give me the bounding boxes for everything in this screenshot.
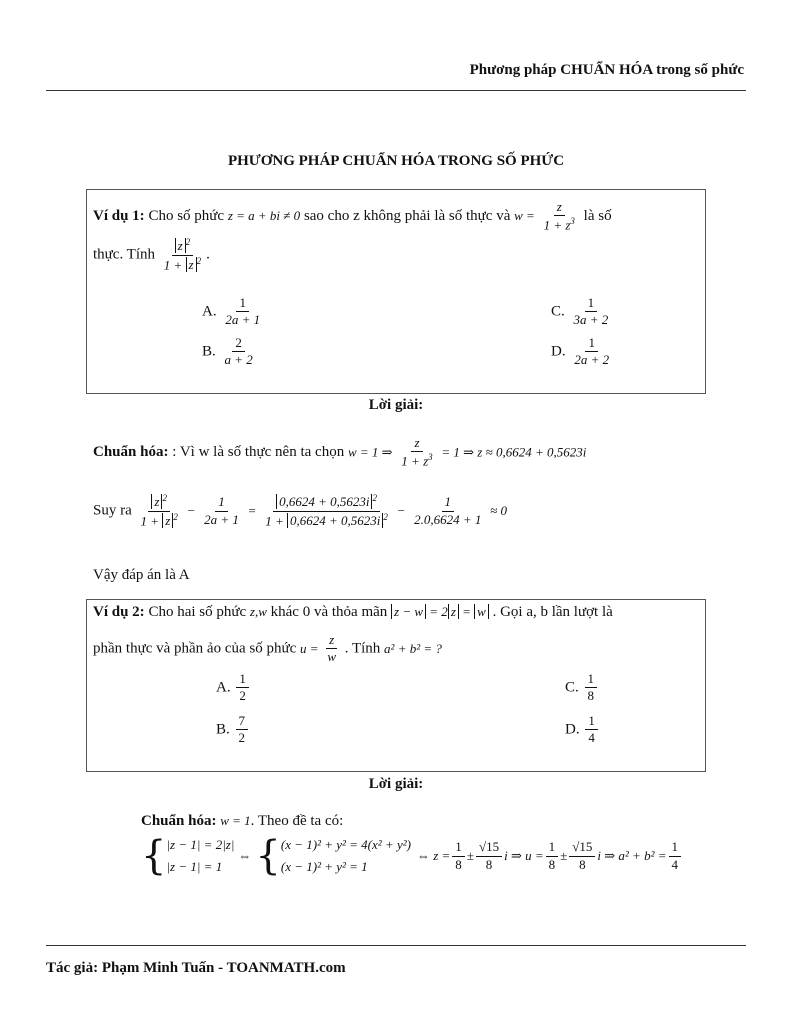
- example-2-box: [86, 599, 706, 772]
- page-header: Phương pháp CHUẨN HÓA trong số phức: [469, 62, 744, 78]
- solution-1-normalization: Chuẩn hóa: : Vì w là số thực nên ta chọn w = 1 ⇒ $\frac{z}{1 + z^3}$ = 1 ⇒ z ≈ 0,6624 + 0,5623i: [93, 435, 587, 469]
- solution-2-normalization: Chuẩn hóa: w = 1. Theo đề ta có:: [141, 813, 344, 829]
- example-2-choice-d: D. $\frac{1}{4}$: [565, 714, 600, 746]
- solution-1-computation: Suy ra $\frac{z ^2}{1 + z ^2}$ − $\frac{1}{2a + 1}$ = $\frac{0,6624 + 0,5623i ^2}{1 + 0,6624 + 0,5623i ^2}$ − $\frac{1}{2.0,6624 + 1}$ ≈ 0: [93, 493, 508, 528]
- solution-2-system: { |z − 1| = 2|z| |z − 1| = 1 ⇔ { (x − 1)² + y² = 4(x² + y²) (x − 1)² + y² = 1 ⇔ z = $\frac{1}{8}$ ± $\frac{√15}{8}$ i ⇒ u = $\frac{1}{8}$ ± $\frac{√15}{8}$ i ⇒ a² + b² = $\frac{1}{4}$: [141, 836, 683, 876]
- example-2-choice-a: A. $\frac{1}{2}$: [216, 672, 251, 704]
- page-footer: Tác giả: Phạm Minh Tuấn - TOANMATH.com: [46, 960, 346, 976]
- example-1-choice-a: A. $\frac{1}{2a + 1}$: [202, 295, 261, 328]
- w-fraction: $\frac{z}{1 + z^3}$: [543, 199, 575, 233]
- example-1-line-1: Ví dụ 1: Cho số phức z = a + bi ≠ 0 sao cho z không phải là số thực và w = $\frac{z}{1 + z^3}$ là số: [93, 199, 612, 233]
- solution-1-heading: Lời giải:: [368, 397, 424, 413]
- example-2-line-2: phần thực và phần ảo của số phức u = $\frac{z}{w}$ . Tính a² + b² = ?: [93, 632, 442, 665]
- example-1-choice-d: D. $\frac{1}{2a + 2}$: [551, 335, 610, 368]
- example-2-line-1: Ví dụ 2: Cho hai số phức z,w khác 0 và thỏa mãn z − w = 2 z = w . Gọi a, b lần lượt là: [93, 604, 613, 620]
- example-1-label: Ví dụ 1:: [93, 207, 145, 224]
- solution-1-answer: Vậy đáp án là A: [93, 567, 190, 583]
- solution-2-heading: Lời giải:: [368, 776, 424, 792]
- example-2-choice-b: B. $\frac{7}{2}$: [216, 714, 250, 746]
- target-expression: $\frac{z ^2}{1 + z ^2}$: [163, 237, 202, 272]
- example-2-label: Ví dụ 2:: [93, 604, 145, 620]
- example-1-line-2: thực. Tính $\frac{z ^2}{1 + z ^2}$ .: [93, 237, 210, 272]
- example-1-condition: z = a + bi ≠ 0: [227, 207, 301, 223]
- header-rule: [46, 90, 746, 91]
- example-2-choice-c: C. $\frac{1}{8}$: [565, 672, 599, 704]
- footer-rule: [46, 945, 746, 946]
- example-1-choice-c: C. $\frac{1}{3a + 2}$: [551, 295, 609, 328]
- example-1-choice-b: B. $\frac{2}{a + 2}$: [202, 335, 253, 368]
- document-title: PHƯƠNG PHÁP CHUẨN HÓA TRONG SỐ PHỨC: [227, 153, 565, 169]
